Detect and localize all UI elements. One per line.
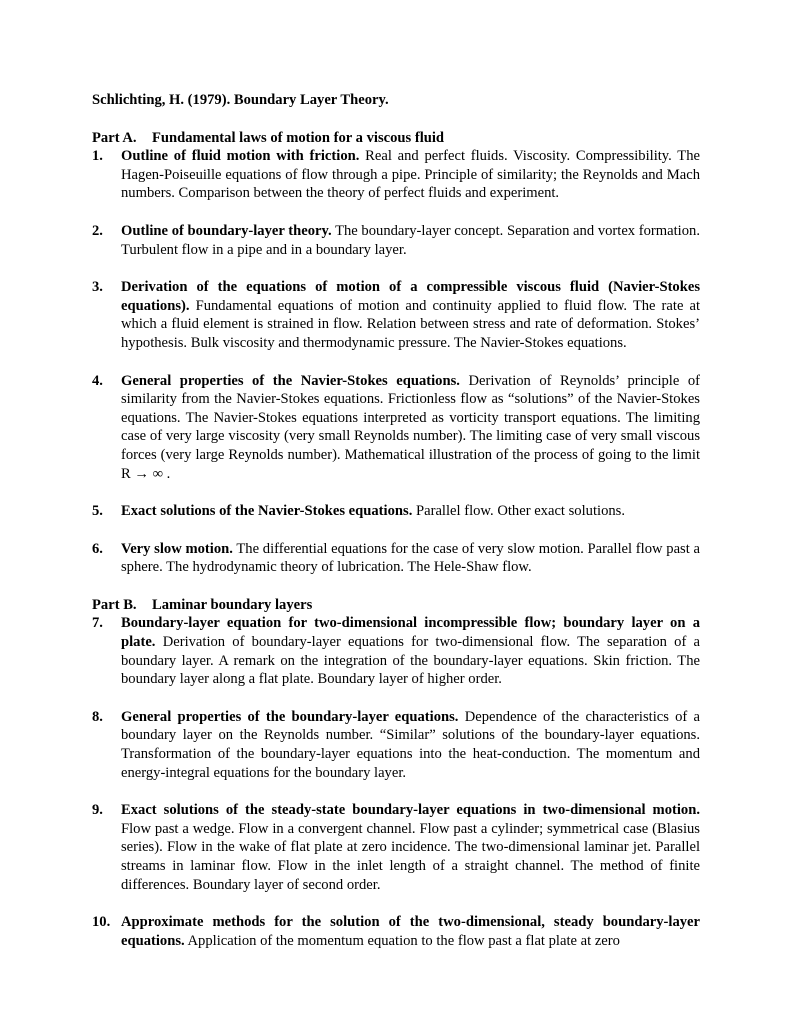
item-number: 7.	[92, 615, 103, 632]
item-heading: Boundary-layer equation for two-dimensional incompressible flow; boundary layer on a plate.	[121, 615, 700, 651]
item-heading: Outline of fluid motion with friction.	[121, 148, 360, 165]
item-number: 5.	[92, 503, 103, 520]
item-body: Fundamental equations of motion and continuity applied to fluid flow. The rate at which a fluid element is strained in flow. Relation between stress and rate of deformation. Stokes’ hypothesis. Bulk viscosity and thermodynamic pressure. The Navier-Stokes equations.	[121, 297, 700, 351]
item-heading: Approximate methods for the solution of the two-dimensional, steady boundary-layer equations.	[121, 914, 700, 949]
item-number: 2.	[92, 222, 103, 239]
list-item	[92, 614, 700, 688]
part-b-list	[92, 614, 700, 950]
item-number: 8.	[92, 708, 103, 725]
item-body: Derivation of Reynolds’ principle of similarity from the Navier-Stokes equations. Frictionless flow as “solutions” of the Navier-Stokes equations. The Navier-Stokes equations interpreted as vorticity transport equations. The limiting case of very large viscosity (very small Reynolds number). The limiting case of very small viscous forces (very large Reynolds number). Mathematical illustration of the process of going to the limit R → ∞ .	[121, 372, 701, 482]
list-item	[92, 708, 700, 782]
item-heading: Very slow motion.	[121, 540, 233, 557]
part-a-heading	[92, 129, 700, 148]
item-heading: Exact solutions of the Navier-Stokes equations.	[121, 503, 413, 520]
item-number: 1.	[92, 148, 103, 165]
document-title: Schlichting, H. (1979). Boundary Layer Theory.	[92, 92, 389, 108]
part-b-heading	[92, 596, 700, 615]
item-body: Dependence of the characteristics of a boundary layer on the Reynolds number. “Similar” solutions of the boundary-layer equations. Transformation of the boundary-layer equations into the heat-conduction. The momentum and energy-integral equations for the boundary layer.	[121, 708, 700, 781]
list-item	[92, 913, 700, 950]
item-body: The boundary-layer concept. Separation and vortex formation. Turbulent flow in a pipe and in a boundary layer.	[121, 222, 700, 258]
item-body: The differential equations for the case of very slow motion. Parallel flow past a sphere. The hydrodynamic theory of lubrication. The Hele-Shaw flow.	[121, 540, 700, 576]
item-heading: General properties of the boundary-layer equations.	[121, 708, 459, 725]
list-item	[92, 372, 700, 484]
part-b-title: Laminar boundary layers	[152, 596, 313, 613]
list-item	[92, 147, 700, 203]
item-body: Parallel flow. Other exact solutions.	[416, 503, 625, 520]
part-b-label: Part B.	[92, 596, 137, 613]
part-a-title: Fundamental laws of motion for a viscous fluid	[152, 129, 445, 146]
item-number: 9.	[92, 802, 103, 819]
part-a-list	[92, 147, 700, 577]
part-a-label: Part A.	[92, 129, 137, 146]
item-body: Derivation of boundary-layer equations for two-dimensional flow. The separation of a boundary layer. A remark on the integration of the boundary-layer equations. Skin friction. The boundary layer along a flat plate. Boundary layer of higher order.	[121, 634, 700, 688]
item-heading: Outline of boundary-layer theory.	[121, 222, 332, 239]
item-number: 6.	[92, 540, 103, 557]
item-number: 3.	[92, 279, 103, 296]
item-heading: Exact solutions of the steady-state boundary-layer equations in two-dimensional motion.	[121, 802, 700, 819]
list-item	[92, 222, 700, 259]
item-number: 4.	[92, 372, 103, 389]
list-item	[92, 801, 700, 894]
item-body: Flow past a wedge. Flow in a convergent channel. Flow past a cylinder; symmetrical case (Blasius series). Flow in the wake of flat plate at zero incidence. The two-dimensional laminar jet. Parallel streams in laminar flow. Flow in the inlet length of a straight channel. The method of finite differences. Boundary layer of second order.	[121, 820, 700, 893]
document-page	[92, 91, 700, 950]
list-item	[92, 502, 700, 521]
item-heading: General properties of the Navier-Stokes equations.	[121, 372, 460, 389]
item-number: 10.	[92, 914, 111, 931]
item-body: Real and perfect fluids. Viscosity. Compressibility. The Hagen-Poiseuille equations of flow through a pipe. Principle of similarity; the Reynolds and Mach numbers. Comparison between the theory of perfect fluids and experiment.	[121, 148, 700, 202]
item-body: Application of the momentum equation to the flow past a flat plate at zero	[187, 932, 620, 949]
list-item	[92, 540, 700, 577]
item-heading: Derivation of the equations of motion of a compressible viscous fluid (Navier-Stokes equations).	[121, 279, 700, 314]
list-item	[92, 278, 700, 352]
